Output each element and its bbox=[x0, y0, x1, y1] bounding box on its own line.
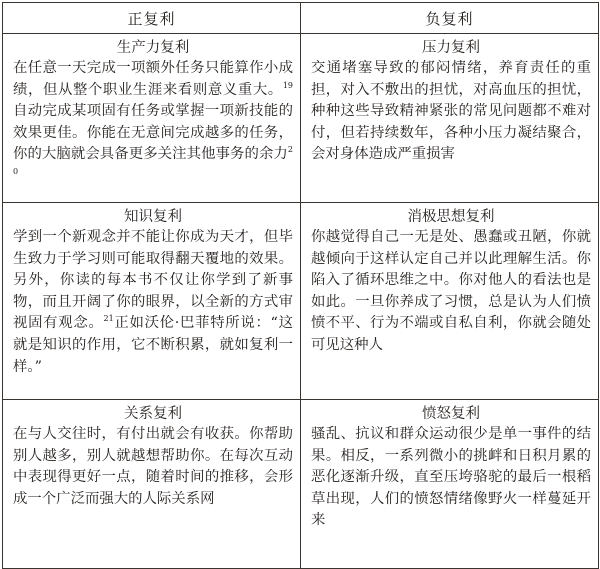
table-header-row bbox=[3, 3, 599, 34]
cell-body: 在任意一天完成一项额外任务只能算作小成绩，但从整个职业生涯来看则意义重大。$^{19}$自动完成某项固有任务或掌握一项新技能的效果更佳。你能在无意间完成越多的任务，你的大脑就会具备更多关注其他事务的余力$^{20}$ bbox=[13, 60, 293, 177]
cell-body: 你越觉得自己一无是处、愚蠢或丑陋，你就越倾向于这样认定自己并以此理解生活。你陷入了循环思维之中。你对他人的看法也是如此。一旦你养成了习惯，总是认为人们愤愤不平、行为不端或自私自利，你就会随处可见这种人 bbox=[311, 229, 591, 353]
header-negative-compound: 负复利 bbox=[301, 3, 599, 34]
table-row bbox=[3, 203, 599, 400]
cell-body: 骚乱、抗议和群众运动很少是单一事件的结果。相反，一系列微小的挑衅和日积月累的恶化逐渐升级，直至压垮骆驼的最后一根稻草出现，人们的愤怒情绪像野火一样蔓延开来 bbox=[311, 426, 591, 529]
header-positive-compound: 正复利 bbox=[3, 3, 301, 34]
cell-body: 学到一个新观念并不能让你成为天才，但毕生致力于学习则可能取得翻天覆地的效果。另外，你读的每本书不仅让你学到了新事物，而且开阔了你的眼界，以全新的方式审视固有观念。$^{21}$正如沃伦·巴菲特所说：“这就是知识的作用，它不断积累，就如复利一样。” bbox=[13, 229, 293, 375]
cell-title: 关系复利 bbox=[124, 406, 182, 422]
cell-title: 愤怒复利 bbox=[422, 406, 480, 422]
cell-title: 消极思想复利 bbox=[407, 209, 495, 225]
cell-stress-compound bbox=[301, 34, 599, 203]
compound-effects-table bbox=[2, 2, 599, 569]
cell-productivity-compound bbox=[3, 34, 301, 203]
footnote-marker: 21 bbox=[103, 314, 114, 324]
footnote-marker: 19 bbox=[282, 80, 293, 90]
table-row bbox=[3, 34, 599, 203]
cell-title: 知识复利 bbox=[124, 209, 182, 225]
footnote-marker: 20 bbox=[13, 145, 293, 177]
cell-title: 压力复利 bbox=[422, 40, 480, 56]
cell-body: 交通堵塞导致的郁闷情绪，养育责任的重担，对入不敷出的担忧，对高血压的担忧，种种这些导致精神紧张的常见问题都不难对付，但若持续数年，各种小压力凝结聚合，会对身体造成严重损害 bbox=[311, 60, 591, 163]
cell-body: 在与人交往时，有付出就会有收获。你帮助别人越多，别人就越想帮助你。在每次互动中表现得更好一点，随着时间的推移，会形成一个广泛而强大的人际关系网 bbox=[13, 426, 293, 507]
table-row bbox=[3, 400, 599, 569]
cell-knowledge-compound bbox=[3, 203, 301, 400]
cell-title: 生产力复利 bbox=[116, 40, 190, 56]
cell-negative-thinking-compound bbox=[301, 203, 599, 400]
cell-relationship-compound bbox=[3, 400, 301, 569]
cell-anger-compound bbox=[301, 400, 599, 569]
